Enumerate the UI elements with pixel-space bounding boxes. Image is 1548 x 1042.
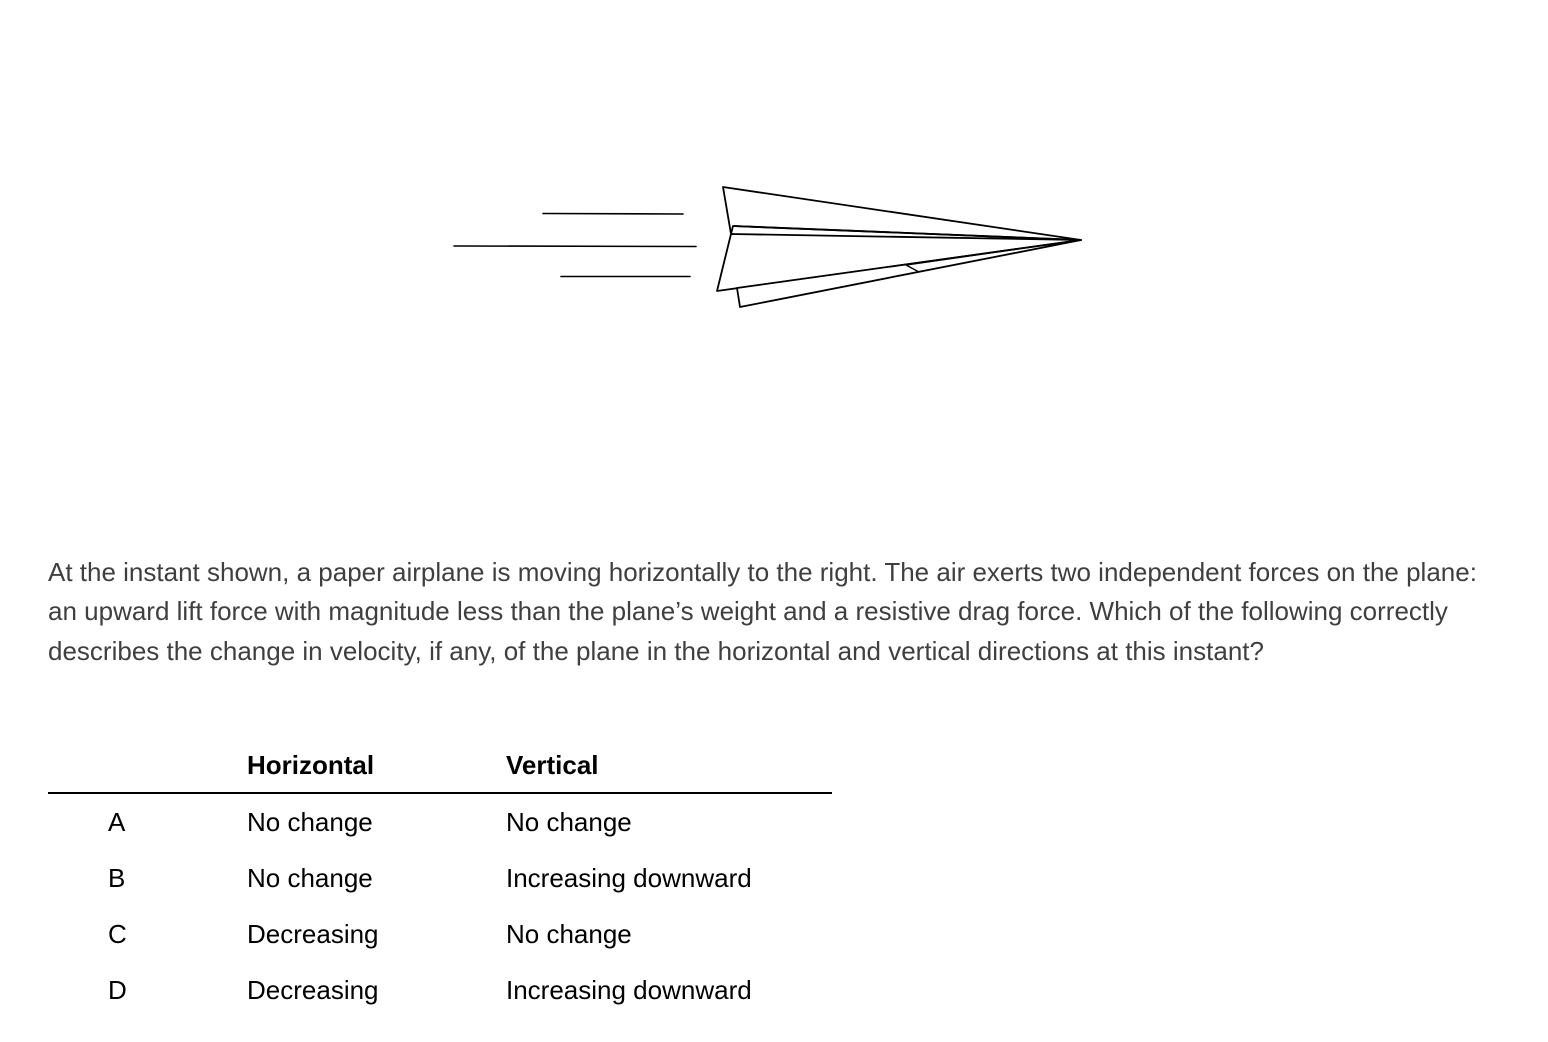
table-row [48, 850, 832, 906]
choice-letter: B [108, 862, 126, 893]
header-horizontal: Horizontal [247, 738, 506, 793]
paper-airplane-figure [0, 0, 1548, 520]
table-header-row [48, 738, 832, 793]
paper-airplane-icon [717, 187, 1081, 307]
choice-letter: D [108, 974, 127, 1005]
choice-letter: C [108, 918, 127, 949]
table-row [48, 793, 832, 850]
choice-horizontal: No change [247, 862, 373, 893]
choice-horizontal: Decreasing [247, 974, 379, 1005]
answer-choices-table [48, 738, 832, 1018]
table-row [48, 962, 832, 1018]
choice-vertical: Increasing downward [506, 862, 752, 893]
choice-vertical: No change [506, 806, 632, 837]
choice-horizontal: Decreasing [247, 918, 379, 949]
question-text: At the instant shown, a paper airplane is moving horizontally to the right. The air exerts two independent forces on the plane: an upward lift force with magnitude less than the plane’s weight and a resistive drag force. Which of the following correctly describes the change in velocity, if any, of the plane in the horizontal and vertical directions at this instant? [48, 557, 1477, 666]
motion-lines-icon [454, 214, 696, 277]
choice-letter: A [108, 806, 126, 837]
choice-vertical: Increasing downward [506, 974, 752, 1005]
choice-horizontal: No change [247, 806, 373, 837]
header-letter [48, 738, 247, 793]
header-vertical: Vertical [506, 738, 832, 793]
table-row [48, 906, 832, 962]
choice-vertical: No change [506, 918, 632, 949]
